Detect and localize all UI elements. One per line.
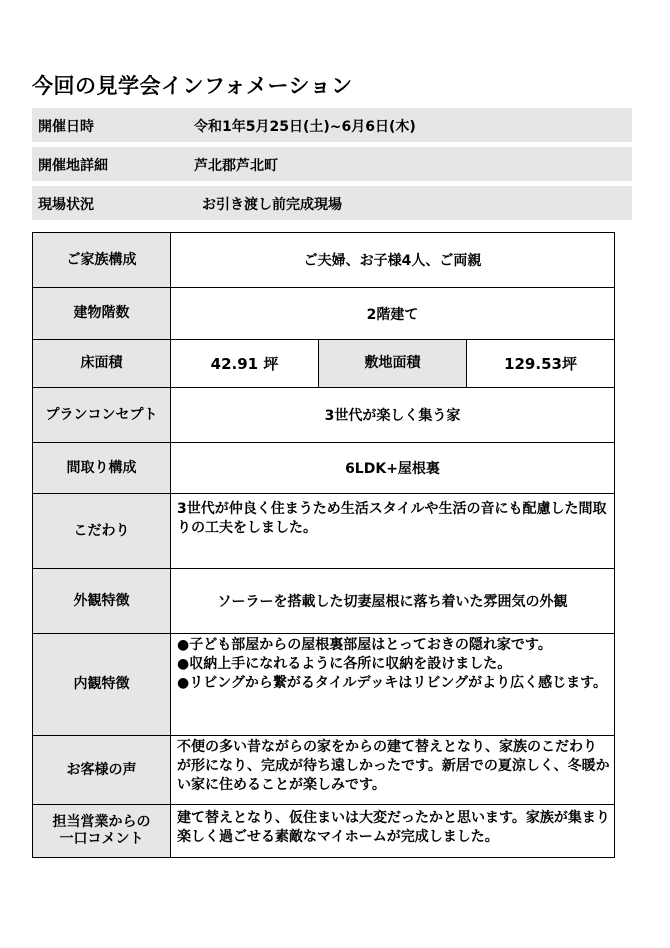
row-label: 内観特徴 [33,634,171,736]
details-table [32,232,615,858]
row-value: ご夫婦、お子様4人、ご両親 [171,233,615,288]
interior-item: ●リビングから繋がるタイルデッキはリビングがより広く感じます。 [177,675,607,691]
page-title: 今回の見学会インフォメーション [32,74,353,98]
info-label: 開催日時 [38,119,94,135]
interior-item: ●収納上手になれるように各所に収納を設けました。 [177,656,512,672]
row-value: 建て替えとなり、仮住まいは大変だったかと思います。家族が集まり楽しく過ごせる素敵なマイホームが完成しました。 [171,805,615,858]
table-row [33,569,615,634]
table-row [33,805,615,858]
row-label: 建物階数 [33,288,171,340]
row-label-line: 一口コメント [59,831,144,847]
info-label: 開催地詳細 [38,158,108,174]
floor-area-value: 42.91 坪 [171,340,319,388]
info-row-location [32,147,632,181]
table-row [33,340,615,388]
row-label: プランコンセプト [33,388,171,443]
row-label: 間取り構成 [33,443,171,494]
row-value: 6LDK+屋根裏 [171,443,615,494]
row-value: 不便の多い昔ながらの家をからの建て替えとなり、家族のこだわりが形になり、完成が待ち遠しかったです。新居での夏涼しく、冬暖かい家に住めることが楽しみです。 [171,736,615,805]
info-value: 令和1年5月25日(土)~6月6日(木) [194,119,416,135]
row-label: 床面積 [33,340,171,388]
row-value: 3世代が楽しく集う家 [171,388,615,443]
site-area-value: 129.53坪 [467,340,615,388]
row-value: ソーラーを搭載した切妻屋根に落ち着いた雰囲気の外観 [171,569,615,634]
row-label [33,805,171,858]
info-value: 芦北郡芦北町 [194,158,278,174]
table-row [33,288,615,340]
site-area-label: 敷地面積 [319,340,467,388]
row-value: 3世代が仲良く住まうため生活スタイルや生活の音にも配慮した間取りの工夫をしました。 [171,494,615,569]
info-row-status [32,186,632,220]
table-row [33,388,615,443]
row-label-line: 担当営業からの [52,814,151,830]
interior-item: ●子ども部屋からの屋根裏部屋はとっておきの隠れ家です。 [177,637,552,653]
row-label: 外観特徴 [33,569,171,634]
table-row [33,233,615,288]
table-row [33,736,615,805]
row-value [171,634,615,736]
row-label: こだわり [33,494,171,569]
table-row [33,443,615,494]
info-value: お引き渡し前完成現場 [202,197,342,213]
info-row-date [32,108,632,142]
row-value: 2階建て [171,288,615,340]
row-label: お客様の声 [33,736,171,805]
info-label: 現場状況 [38,197,94,213]
row-label: ご家族構成 [33,233,171,288]
table-row [33,494,615,569]
table-row [33,634,615,736]
